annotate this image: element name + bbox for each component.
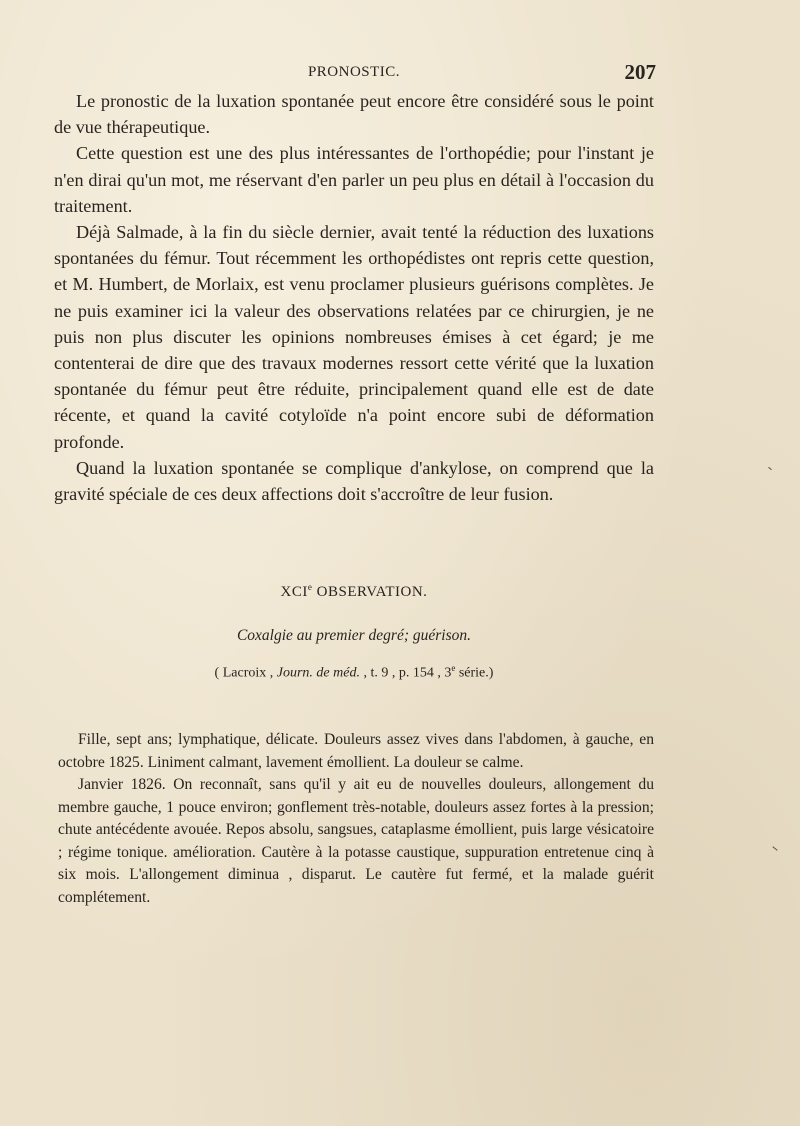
observation-paragraph-1: Fille, sept ans; lymphatique, délicate. Douleurs assez vives dans l'abdomen, à gauche, en octobre 1825. Liniment calmant, lavement émollient. La douleur se calme. <box>58 731 654 771</box>
paragraph-salmade: Déjà Salmade, à la fin du siècle dernier, avait tenté la réduction des luxations spontanées du fémur. Tout récemment les orthopédistes ont repris cette question, et M. Humbert, de Morlaix, est venu proclamer plusieurs guérisons complètes. Je ne puis examiner ici la valeur des observations relatées par ce chirurgien, je ne puis non plus discuter les opinions nombreuses émises à cet égard; je me contenterai de dire que des travaux modernes ressort cette vérité que la luxation spontanée du fémur peut être réduite, principalement quand elle est de date récente, et quand la cavité cotyloïde n'a point encore subi de déformation profonde. <box>54 222 654 452</box>
main-text <box>54 88 654 507</box>
observation-paragraph-2: Janvier 1826. On reconnaît, sans qu'il y ait eu de nouvelles douleurs, allongement du membre gauche, 1 pouce environ; gonflement très-notable, douleurs assez fortes à la pression; chute antécédente avouée. Repos absolu, sangsues, cataplasme émollient, puis large vésicatoire ; régime tonique. amélioration. Cautère à la potasse caustique, suppuration entretenue cinq à six mois. L'allongement diminua , disparut. Le cautère fut fermé, et la malade guérit complétement. <box>58 776 654 906</box>
observation-heading <box>54 582 654 682</box>
paragraph-ankylosis: Quand la luxation spontanée se complique d'ankylose, on comprend que la gravité spéciale de ces deux affections doit s'accroître de leur fusion. <box>54 457 654 505</box>
paper-speck-mark <box>772 846 777 851</box>
observation-title: XCIe OBSERVATION. <box>280 582 428 600</box>
page-header <box>54 62 654 86</box>
paragraph-orthopedics: Cette question est une des plus intéressantes de l'orthopédie; pour l'instant je n'en dirai qu'un mot, me réservant d'en parler un peu plus en détail à l'occasion du traitement. <box>54 143 654 216</box>
page-number: 207 <box>624 60 656 84</box>
observation-text <box>58 729 654 909</box>
paragraph-prognosis: Le pronostic de la luxation spontanée peut encore être considéré sous le point de vue thérapeutique. <box>54 91 654 138</box>
paper-speck-mark <box>768 467 772 470</box>
running-head: PRONOSTIC. <box>307 64 401 80</box>
observation-subtitle: Coxalgie au premier degré; guérison. <box>236 627 472 644</box>
observation-citation: ( Lacroix , Journ. de méd. , t. 9 , p. 154 , 3e série.) <box>214 663 494 681</box>
